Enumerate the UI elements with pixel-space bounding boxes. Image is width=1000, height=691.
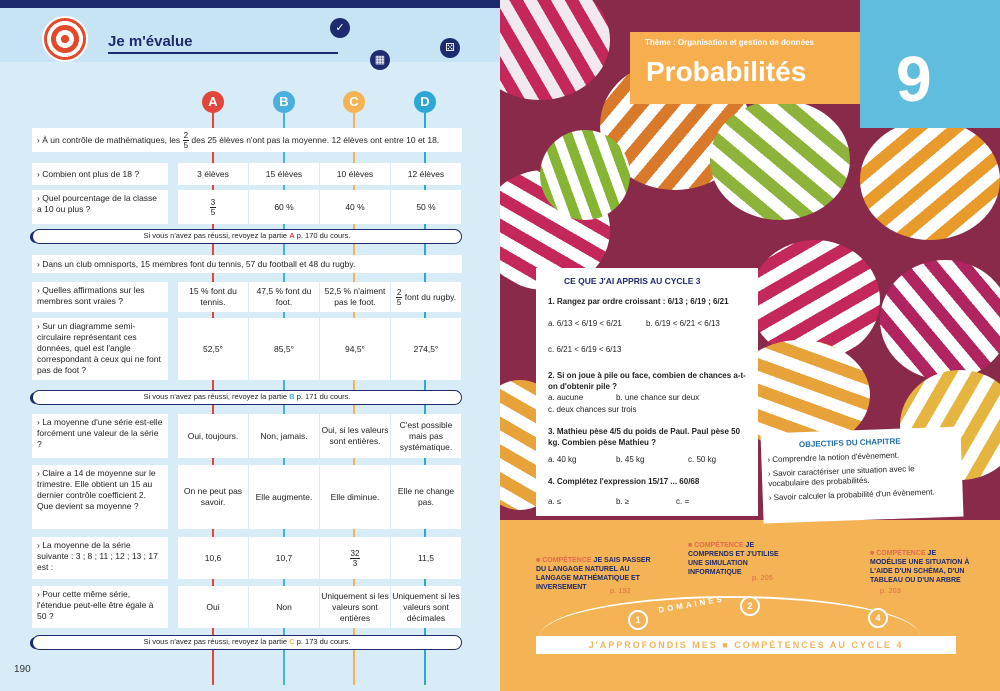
intro-text: Dans un club omnisports, 15 membres font du tennis, 57 du football et 48 du rugby. [42, 259, 356, 269]
answer-c[interactable] [320, 537, 390, 579]
dice-icon: ⚄ [440, 38, 460, 58]
fraction-denominator: 5 [183, 141, 189, 151]
answer-c[interactable]: Oui, si les valeurs sont entières. [320, 414, 390, 458]
answer-c[interactable]: 52,5 % n'aiment pas le foot. [320, 282, 390, 312]
fraction-numerator: 3 [210, 197, 216, 207]
theme-box [630, 32, 860, 104]
cycle-option[interactable]: b. ≥ [616, 497, 630, 506]
competence-page[interactable]: p. 192 [610, 586, 631, 595]
question-label: › La moyenne d'une série est-elle forcément une valeur de la série ? [32, 414, 168, 458]
objective-text: Savoir caractériser une situation avec le vocabulaire des probabilités. [768, 464, 915, 489]
answer-d[interactable]: C'est possible mais pas systématique. [391, 414, 461, 458]
answer-b[interactable]: Non [249, 586, 319, 628]
question-label: › Sur un diagramme semi-circulaire représentant ces données, quel est l'angle correspondant à ceux qui ne font pas de foot ? [32, 318, 168, 380]
chapter-number: 9 [896, 43, 932, 115]
cycle-question: 4. Complétez l'expression 15/17 ... 60/68 [548, 477, 700, 486]
answer-d[interactable]: Uniquement si les valeurs sont décimales [391, 586, 461, 628]
review-text: Si vous n'avez pas réussi, revoyez la partie [143, 392, 288, 401]
domain-dot-2[interactable]: 2 [740, 596, 760, 616]
cycle-option[interactable]: c. deux chances sur trois [548, 405, 637, 414]
question-label: › Claire a 14 de moyenne sur le trimestre. Elle obtient un 15 au dernier contrôle coefficient 2. Que devient sa moyenne ? [32, 465, 168, 529]
review-banner[interactable] [32, 229, 462, 244]
cycle-option[interactable]: a. 40 kg [548, 455, 577, 464]
fraction-denominator: 3 [352, 558, 358, 568]
answer-d[interactable]: 274,5° [391, 318, 461, 380]
column-letter-a: A [202, 91, 224, 113]
competence-text: JE MODÉLISE UNE SITUATION À L'AIDE D'UN SCHÉMA, D'UN TABLEAU OU D'UN ARBRE [870, 550, 970, 584]
fraction-numerator: 32 [350, 548, 360, 558]
cycle-option[interactable]: c. 6/21 < 6/19 < 6/13 [548, 345, 622, 354]
target-icon [42, 16, 88, 62]
column-letter-c: C [343, 91, 365, 113]
chapter-title: Probabilités [646, 56, 807, 87]
question-label: › Combien ont plus de 18 ? [32, 163, 168, 185]
competence-text: JE SAIS PASSER DU LANGAGE NATUREL AU LANGAGE MATHÉMATIQUE ET INVERSEMENT [536, 557, 651, 591]
question-intro: › Dans un club omnisports, 15 membres font du tennis, 57 du football et 48 du rugby. [32, 255, 462, 273]
question-text: Combien ont plus de 18 ? [42, 169, 140, 179]
cycle3-title: CE QUE J'AI APPRIS AU CYCLE 3 [564, 276, 701, 286]
answer-c[interactable]: 94,5° [320, 318, 390, 380]
answer-b[interactable]: 10,7 [249, 537, 319, 579]
answer-a[interactable]: Oui, toujours. [178, 414, 248, 458]
cycle4-banner: J'APPROFONDIS MES ■ COMPÉTENCES AU CYCLE 4 [536, 636, 956, 654]
objective-text: Savoir calculer la probabilité d'un évènement. [773, 487, 935, 503]
question-text: La moyenne de la série suivante : 3 ; 8 ; 11 ; 12 ; 13 ; 17 est : [37, 540, 158, 572]
review-page: p. 173 du cours. [296, 637, 351, 646]
competence-tag: COMPÉTENCE [694, 542, 744, 549]
fraction-numerator: 2 [396, 287, 402, 297]
answer-c[interactable]: 10 élèves [320, 163, 390, 185]
answer-b[interactable]: Non, jamais. [249, 414, 319, 458]
cycle-option[interactable]: c. = [676, 497, 690, 506]
cycle-question: 3. Mathieu pèse 4/5 du poids de Paul. Paul pèse 50 kg. Combien pèse Mathieu ? [548, 427, 741, 447]
review-banner[interactable] [32, 390, 462, 405]
cycle3-review-box [536, 268, 758, 516]
answer-c[interactable]: Uniquement si les valeurs sont entières [320, 586, 390, 628]
objectives-title: OBJECTIFS DU CHAPITRE [798, 436, 901, 450]
competence-text: JE COMPRENDS ET J'UTILISE UNE SIMULATION INFORMATIQUE [688, 542, 779, 576]
check-icon: ✓ [330, 18, 350, 38]
review-page: p. 171 du cours. [296, 392, 351, 401]
question-text: Quelles affirmations sur les membres sont vraies ? [37, 285, 145, 306]
competence-1: ■ COMPÉTENCE JE SAIS PASSER DU LANGAGE NATUREL AU LANGAGE MATHÉMATIQUE ET INVERSEMENT [536, 557, 651, 591]
fraction-denominator: 5 [396, 297, 402, 307]
question-label: › La moyenne de la série suivante : 3 ; 8 ; 11 ; 12 ; 13 ; 17 est : [32, 537, 168, 579]
header-strip [0, 0, 500, 8]
cycle-option[interactable]: b. 6/19 < 6/21 < 6/13 [646, 319, 720, 328]
intro-text: À un contrôle de mathématiques, les [42, 135, 181, 145]
bullet-icon: › [37, 135, 40, 145]
cycle-option[interactable]: c. 50 kg [688, 455, 717, 464]
right-page [500, 0, 1000, 691]
answer-b[interactable]: 47,5 % font du foot. [249, 282, 319, 312]
page-title: Je m'évalue [108, 33, 193, 50]
answer-b[interactable]: 15 élèves [249, 163, 319, 185]
cycle-option[interactable]: a. 6/13 < 6/19 < 6/21 [548, 319, 622, 328]
answer-a[interactable] [178, 190, 248, 224]
answer-a[interactable]: On ne peut pas savoir. [178, 465, 248, 529]
objective-text: Comprendre la notion d'évènement. [772, 450, 900, 465]
answer-d[interactable]: 12 élèves [391, 163, 461, 185]
question-label: › Quel pourcentage de la classe a 10 ou plus ? [32, 190, 168, 224]
review-part: B [289, 392, 295, 401]
question-label: › Quelles affirmations sur les membres sont vraies ? [32, 282, 168, 312]
answer-text: font du rugby. [404, 291, 457, 302]
review-part: C [289, 637, 295, 646]
objectives-box [760, 427, 963, 524]
answer-d[interactable] [391, 282, 461, 312]
question-text: Sur un diagramme semi-circulaire représentant ces données, quel est l'angle correspondant à ceux qui ne font pas de foot ? [37, 321, 161, 375]
review-text: Si vous n'avez pas réussi, revoyez la partie [143, 637, 288, 646]
column-letter-d: D [414, 91, 436, 113]
competence-page[interactable]: p. 203 [880, 586, 901, 595]
competence-tag: COMPÉTENCE [876, 550, 926, 557]
column-letter-b: B [273, 91, 295, 113]
review-page: p. 170 du cours. [296, 231, 351, 240]
cycle-option[interactable]: b. 45 kg [616, 455, 645, 464]
answer-a[interactable]: Oui [178, 586, 248, 628]
answer-a[interactable]: 10,6 [178, 537, 248, 579]
competence-tag: COMPÉTENCE [542, 557, 592, 564]
competence-page[interactable]: p. 205 [752, 573, 773, 582]
cycle-option[interactable]: a. ≤ [548, 497, 562, 506]
intro-text: des 25 élèves n'ont pas la moyenne. 12 élèves ont entre 10 et 18. [191, 135, 440, 145]
fraction [183, 131, 189, 150]
answer-c[interactable]: 40 % [320, 190, 390, 224]
cycle-question [548, 296, 729, 307]
cycle-question-fractions: 6/13 ; 6/19 ; 6/21 [667, 297, 729, 306]
competence-3: ■ COMPÉTENCE JE MODÉLISE UNE SITUATION À L'AIDE D'UN SCHÉMA, D'UN TABLEAU OU D'UN ARBRE [870, 550, 970, 584]
question-text: Quel pourcentage de la classe a 10 ou plus ? [37, 193, 158, 214]
fraction-denominator: 5 [210, 207, 216, 217]
answer-b[interactable]: 85,5° [249, 318, 319, 380]
competence-2: ■ COMPÉTENCE JE COMPRENDS ET J'UTILISE UNE SIMULATION INFORMATIQUE [688, 542, 779, 576]
question-text: La moyenne d'une série est-elle forcément une valeur de la série ? [37, 417, 163, 449]
answer-d[interactable]: 11,5 [391, 537, 461, 579]
objective-item: › Savoir calculer la probabilité d'un évènement. [768, 487, 935, 503]
answer-a[interactable]: 52,5° [178, 318, 248, 380]
question-text: Pour cette même série, l'étendue peut-elle être égale à 50 ? [37, 589, 154, 621]
cycle-question: 2. Si on joue à pile ou face, combien de chances a-t-on d'obtenir pile ? [548, 371, 746, 391]
title-underline [108, 52, 338, 54]
question-text: Claire a 14 de moyenne sur le trimestre. Elle obtient un 15 au dernier contrôle coefficient 2. Que devient sa moyenne ? [37, 468, 156, 511]
answer-b[interactable]: Elle augmente. [249, 465, 319, 529]
answer-d[interactable]: 50 % [391, 190, 461, 224]
question-intro [32, 128, 462, 152]
objective-item: › Savoir caractériser une situation avec le vocabulaire des probabilités. [767, 464, 915, 489]
review-banner[interactable] [32, 635, 462, 650]
page-number: 190 [14, 664, 31, 675]
fraction-numerator: 2 [183, 131, 189, 141]
answer-c[interactable]: Elle diminue. [320, 465, 390, 529]
answer-a[interactable]: 15 % font du tennis. [178, 282, 248, 312]
cycle-option[interactable]: b. une chance sur deux [616, 393, 700, 402]
answer-d[interactable]: Elle ne change pas. [391, 465, 461, 529]
domain-dot-1[interactable]: 1 [628, 610, 648, 630]
objective-item: › Comprendre la notion d'évènement. [767, 450, 900, 465]
review-part: A [289, 231, 295, 240]
answer-a[interactable]: 3 élèves [178, 163, 248, 185]
cycle-option[interactable]: a. aucune [548, 393, 584, 402]
domains-label: DOMAINES [657, 594, 726, 615]
domain-dot-4[interactable]: 4 [868, 608, 888, 628]
question-label: › Pour cette même série, l'étendue peut-elle être égale à 50 ? [32, 586, 168, 628]
review-text: Si vous n'avez pas réussi, revoyez la partie [143, 231, 288, 240]
calculator-icon: ▦ [370, 50, 390, 70]
cycle-question-text: 1. Rangez par ordre croissant : [548, 297, 666, 306]
theme-label: Thème : Organisation et gestion de données [645, 38, 814, 47]
answer-b[interactable]: 60 % [249, 190, 319, 224]
